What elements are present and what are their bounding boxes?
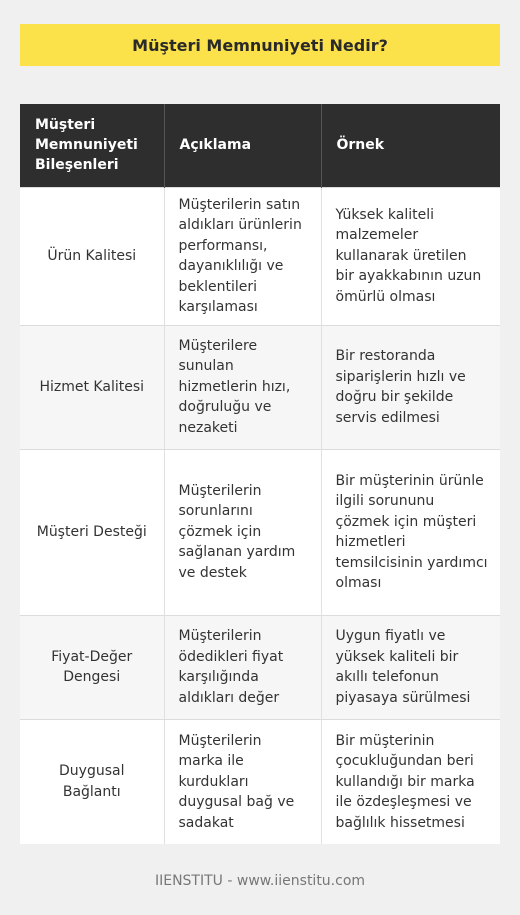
table-header-row	[20, 104, 500, 187]
component-example: Yüksek kaliteli malzemeler kullanarak üretilen bir ayakkabının uzun ömürlü olması	[321, 187, 500, 325]
table-row	[20, 187, 500, 325]
component-example: Bir müşterinin ürünle ilgili sorununu çözmek için müşteri hizmetleri temsilcisinin yardımcı olması	[321, 449, 500, 615]
table-row	[20, 449, 500, 615]
component-description: Müşterilerin satın aldıkları ürünlerin performansı, dayanıklılığı ve beklentileri karşılaması	[164, 187, 321, 325]
component-name: Ürün Kalitesi	[20, 187, 164, 325]
header-example: Örnek	[321, 104, 500, 187]
component-name: Müşteri Desteği	[20, 449, 164, 615]
component-description: Müşterilere sunulan hizmetlerin hızı, doğruluğu ve nezaketi	[164, 325, 321, 449]
header-description: Açıklama	[164, 104, 321, 187]
components-table	[20, 104, 500, 844]
component-description: Müşterilerin marka ile kurdukları duygusal bağ ve sadakat	[164, 719, 321, 844]
component-example: Uygun fiyatlı ve yüksek kaliteli bir akıllı telefonun piyasaya sürülmesi	[321, 615, 500, 719]
component-description: Müşterilerin ödedikleri fiyat karşılığında aldıkları değer	[164, 615, 321, 719]
table-row	[20, 719, 500, 844]
footer-credit: IIENSTITU - www.iienstitu.com	[154, 873, 366, 889]
component-description: Müşterilerin sorunlarını çözmek için sağlanan yardım ve destek	[164, 449, 321, 615]
component-name: Duygusal Bağlantı	[20, 719, 164, 844]
component-example: Bir restoranda siparişlerin hızlı ve doğru bir şekilde servis edilmesi	[321, 325, 500, 449]
table-row	[20, 615, 500, 719]
component-example: Bir müşterinin çocukluğundan beri kullandığı bir marka ile özdeşleşmesi ve bağlılık hissetmesi	[321, 719, 500, 844]
component-name: Fiyat-Değer Dengesi	[20, 615, 164, 719]
header-components: Müşteri Memnuniyeti Bileşenleri	[20, 104, 164, 187]
table-row	[20, 325, 500, 449]
page-title: Müşteri Memnuniyeti Nedir?	[20, 24, 500, 66]
component-name: Hizmet Kalitesi	[20, 325, 164, 449]
